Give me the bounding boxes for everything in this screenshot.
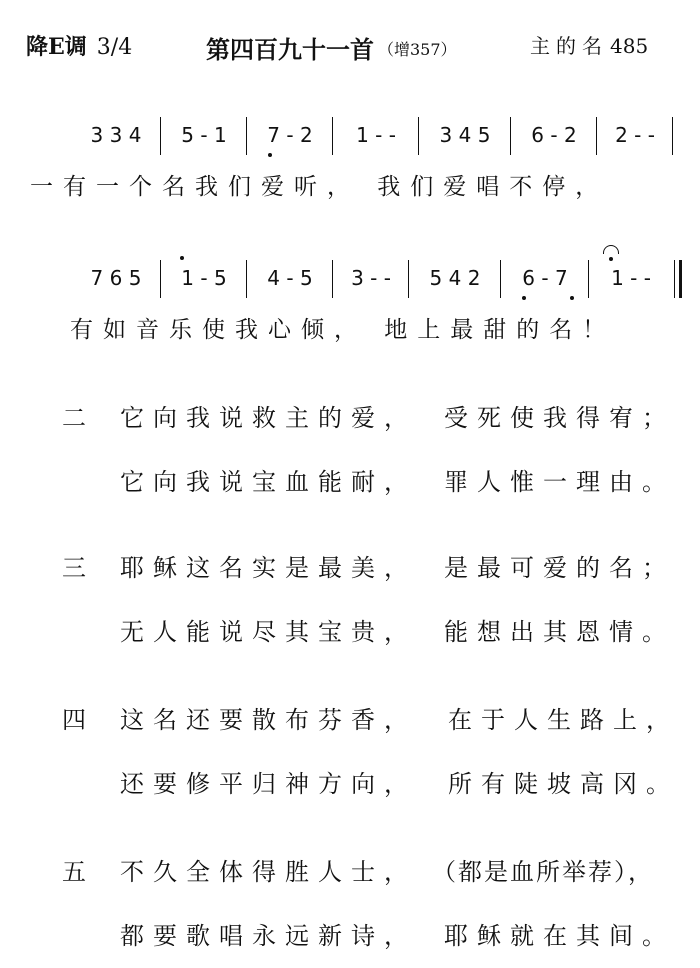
low-octave-dot xyxy=(570,296,574,300)
supplement-note: （增357） xyxy=(378,40,457,59)
verse-3-line-1 xyxy=(0,548,700,580)
measure: 3 4 5 xyxy=(439,123,491,147)
key-signature xyxy=(26,30,132,60)
measure: 7 6 5 xyxy=(90,266,142,290)
catalog-number: 485 xyxy=(610,34,649,58)
verse-text: 耶稣就在其间。 xyxy=(444,922,675,950)
hymn-title xyxy=(206,30,457,64)
notation-line-2 xyxy=(0,258,700,298)
fermata-icon xyxy=(603,245,619,254)
verse-text: （都是血所举荐）， xyxy=(432,858,654,886)
verse-text: 罪人惟一理由。 xyxy=(444,468,675,496)
high-octave-dot xyxy=(609,257,613,261)
verse-label: 三 xyxy=(62,554,86,582)
bar-line xyxy=(596,117,597,155)
bar-line xyxy=(672,117,673,155)
bar-line xyxy=(674,260,675,298)
bar-line xyxy=(588,260,589,298)
bar-line xyxy=(160,117,161,155)
measure: 5 4 2 xyxy=(429,266,481,290)
hymn-title-text: 第四百九十一首 xyxy=(206,35,374,64)
verse-text: 能想出其恩情。 xyxy=(444,618,675,646)
bar-line xyxy=(332,117,333,155)
measure: 1 - - xyxy=(611,266,651,290)
lyric-line-1: 一有一个名我们爱听， 我们爱唱不停， xyxy=(30,174,609,200)
verse-3-line-2 xyxy=(0,612,700,644)
measure: 4 - 5 xyxy=(267,266,313,290)
measure: 5 - 1 xyxy=(181,123,227,147)
verse-text: 在于人生路上， xyxy=(448,706,679,734)
low-octave-dot xyxy=(522,296,526,300)
bar-line xyxy=(408,260,409,298)
verse-text: 耶稣这名实是最美， xyxy=(120,554,417,582)
bar-line xyxy=(500,260,501,298)
verse-label: 四 xyxy=(62,706,86,734)
verse-label: 二 xyxy=(62,404,86,432)
measure: 6 - 7 xyxy=(522,266,568,290)
verse-text: 它向我说宝血能耐， xyxy=(120,468,417,496)
verse-5-line-2 xyxy=(0,916,700,948)
verse-text: 它向我说救主的爱， xyxy=(120,404,417,432)
high-octave-dot xyxy=(180,256,184,260)
verse-2-line-1 xyxy=(0,398,700,430)
verse-text: 还要修平归神方向， xyxy=(120,770,417,798)
catalog-reference xyxy=(530,30,648,60)
measure: 3 - - xyxy=(351,266,391,290)
bar-line xyxy=(246,117,247,155)
verse-text: 所有陡坡高冈。 xyxy=(448,770,679,798)
measure: 2 - - xyxy=(615,123,655,147)
time-signature: 3/4 xyxy=(96,35,133,60)
notation-line-1 xyxy=(0,115,700,155)
bar-line xyxy=(332,260,333,298)
bar-line xyxy=(246,260,247,298)
low-octave-dot xyxy=(268,153,272,157)
measure: 6 - 2 xyxy=(531,123,577,147)
verse-4-line-2 xyxy=(0,764,700,796)
verse-5-line-1 xyxy=(0,852,700,884)
bar-line xyxy=(418,117,419,155)
bar-line xyxy=(160,260,161,298)
key-label: 降E调 xyxy=(26,34,87,60)
final-bar-line xyxy=(679,260,682,298)
catalog-text: 主的名 xyxy=(530,34,608,58)
verse-text: 受死使我得宥； xyxy=(444,404,675,432)
bar-line xyxy=(510,117,511,155)
verse-label: 五 xyxy=(62,858,86,886)
measure: 7 - 2 xyxy=(267,123,313,147)
measure: 1 - 5 xyxy=(181,266,227,290)
measure: 1 - - xyxy=(356,123,396,147)
verse-text: 是最可爱的名； xyxy=(444,554,675,582)
lyric-line-2: 有如音乐使我心倾， 地上最甜的名！ xyxy=(70,317,616,343)
verse-text: 都要歌唱永远新诗， xyxy=(120,922,417,950)
measure: 3 3 4 xyxy=(90,123,142,147)
verse-2-line-2 xyxy=(0,462,700,494)
verse-text: 这名还要散布芬香， xyxy=(120,706,417,734)
verse-4-line-1 xyxy=(0,700,700,732)
verse-text: 无人能说尽其宝贵， xyxy=(120,618,417,646)
verse-text: 不久全体得胜人士， xyxy=(120,858,417,886)
